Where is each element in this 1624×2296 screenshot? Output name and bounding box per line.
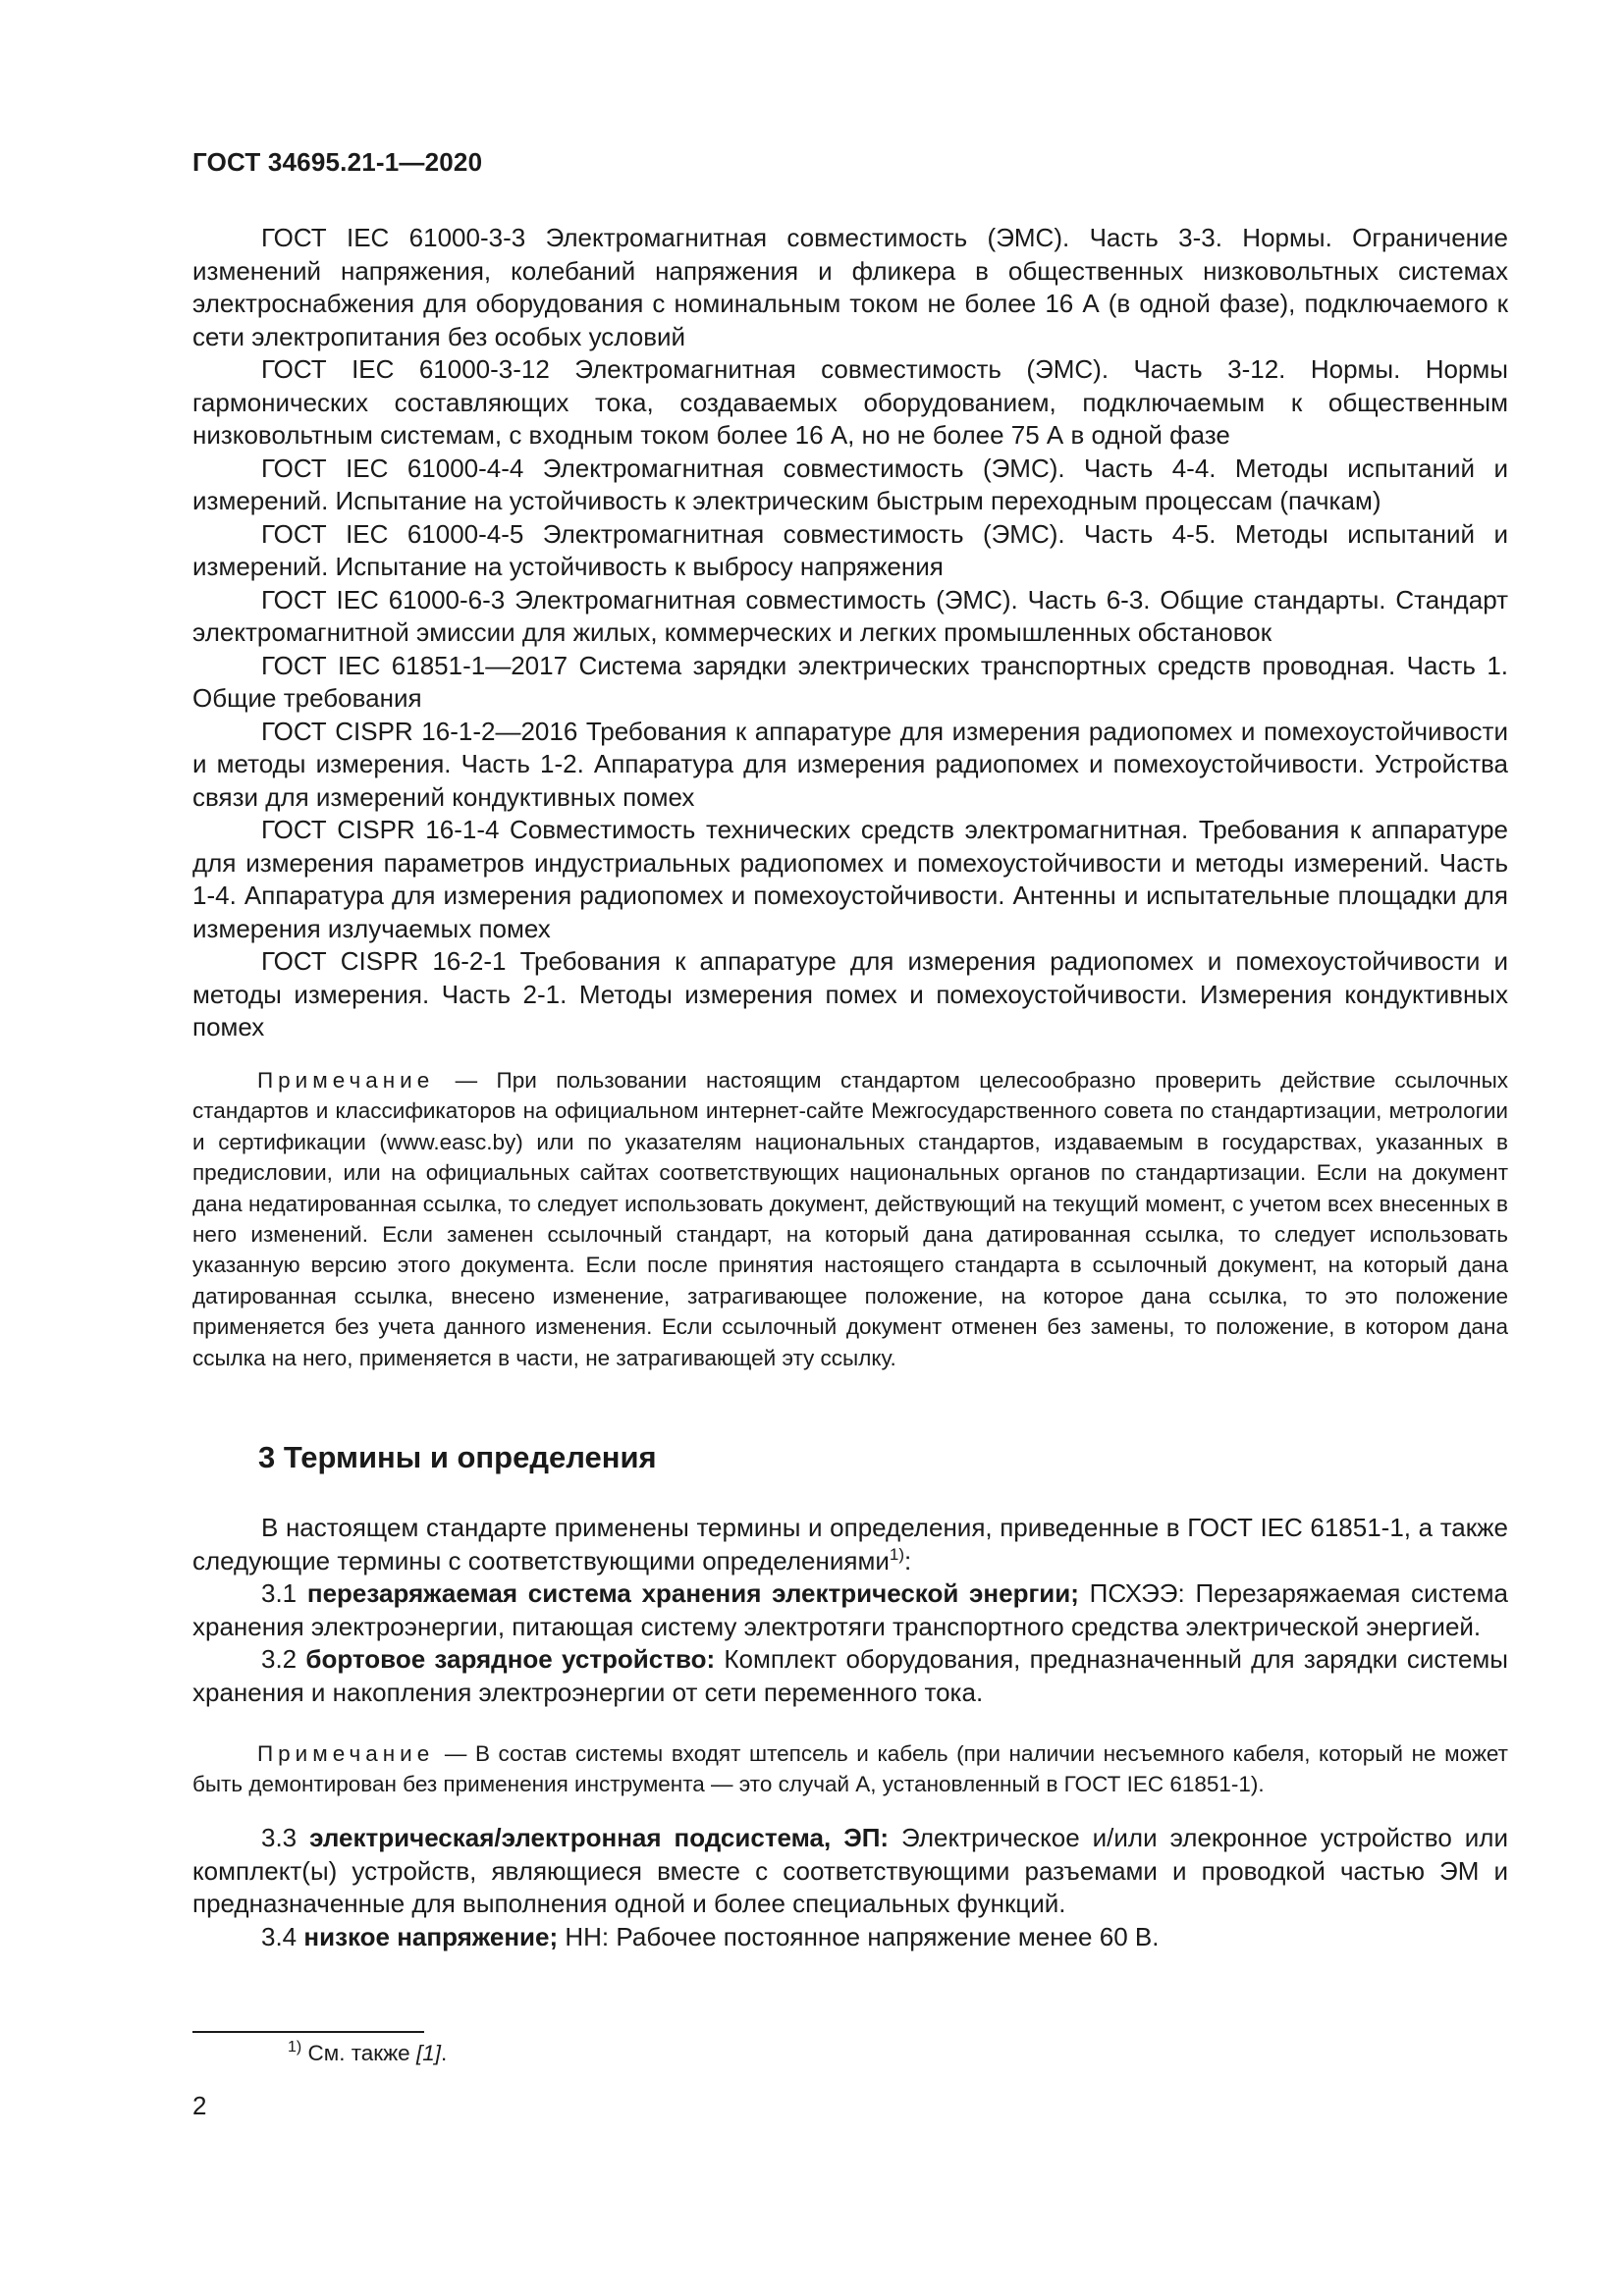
term-number: 3.3 (261, 1823, 310, 1852)
term-text: Комплект оборудования, предназначенный для зарядки системы хранения и накопления электроэнергии от сети переменного тока. (192, 1644, 1508, 1707)
section-body-part2 (192, 1822, 1508, 1953)
term-number: 3.1 (261, 1578, 307, 1608)
footnote (288, 2039, 447, 2068)
intro-end: : (904, 1545, 912, 1575)
reference-item: ГОСТ IEC 61000-4-5 Электромагнитная совместимость (ЭМС). Часть 4-5. Методы испытаний и измерений. Испытание на устойчивость к выбросу напряжения (192, 518, 1508, 581)
footnote-marker: 1) (889, 1544, 904, 1564)
term-definition (192, 1822, 1508, 1921)
term-name: низкое напряжение; (303, 1921, 559, 1951)
footnote-divider (192, 2031, 424, 2033)
page-number: 2 (192, 2091, 207, 2120)
term-definition (192, 1921, 1508, 1954)
footnote-text: См. также (301, 2041, 416, 2065)
references-note (192, 1065, 1508, 1373)
note-label: Примечание (257, 1741, 435, 1766)
intro-text: В настоящем стандарте применены термины и определения, приведенные в ГОСТ IEC 61851-1, а также следующие термины с соответствующими определениями (192, 1513, 1508, 1575)
footnote-reference: [1] (415, 2041, 441, 2065)
term-text: НН: Рабочее постоянное напряжение менее 60 В. (558, 1921, 1160, 1951)
term-note (192, 1738, 1508, 1800)
footnote-number: 1) (288, 2039, 302, 2056)
term-definition (192, 1643, 1508, 1709)
note-text: — В состав системы входят штепсель и кабель (при наличии несъемного кабеля, который не может быть демонтирован без применения инструмента — это случай А, установленный в ГОСТ IEC 61851-1). (192, 1741, 1508, 1797)
term-name: электрическая/электронная подсистема, ЭП: (309, 1823, 890, 1852)
term-number: 3.4 (261, 1921, 304, 1951)
document-header-code: ГОСТ 34695.21-1—2020 (192, 147, 483, 177)
term-text: Электрическое и/или элекронное устройство или комплект(ы) устройств, являющиеся вместе с соответствующими разъемами и проводкой частью ЭМ и предназначенные для выполнения одной и более специальных функций. (192, 1823, 1508, 1918)
reference-item: ГОСТ IEC 61851-1—2017 Система зарядки электрических транспортных средств проводная. Часть 1. Общие требования (192, 650, 1508, 713)
note-label: Примечание (257, 1068, 435, 1093)
reference-item: ГОСТ CISPR 16-2-1 Требования к аппаратуре для измерения радиопомех и помехоустойчивости и методы измерения. Часть 2-1. Методы измерения помех и помехоустойчивости. Измерения кондуктивных помех (192, 946, 1508, 1041)
reference-item: ГОСТ IEC 61000-4-4 Электромагнитная совместимость (ЭМС). Часть 4-4. Методы испытаний и измерений. Испытание на устойчивость к электрическим быстрым переходным процессам (пачкам) (192, 453, 1508, 515)
normative-references-list (192, 222, 1508, 1044)
section-title: 3 Термины и определения (258, 1440, 657, 1474)
footnote-end: . (440, 2041, 448, 2065)
reference-item: ГОСТ IEC 61000-3-3 Электромагнитная совместимость (ЭМС). Часть 3-3. Нормы. Ограничение изменений напряжения, колебаний напряжения и фликера в общественных низковольтных системах электроснабжения для оборудования с номинальным током не более 16 А (в одной фазе), подключаемого к сети электропитания без особых условий (192, 223, 1508, 351)
note-text: — При пользовании настоящим стандартом целесообразно проверить действие ссылочных стандартов и классификаторов на официальном интернет-сайте Межгосударственного совета по стандартизации, метрологии и сертификации (www.easc.by) или по указателям национальных стандартов, издаваемым в государствах, указанных в предисловии, или на официальных сайтах соответствующих национальных органов по стандартизации. Если на документ дана недатированная ссылка, то следует использовать документ, действующий на текущий момент, с учетом всех внесенных в него изменений. Если заменен ссылочный стандарт, на который дана датированная ссылка, то следует использовать указанную версию этого документа. Если после принятия настоящего стандарта в ссылочный документ, на который дана датированная ссылка, внесено изменение, затрагивающее положение, на которое дана ссылка, то это положение применяется без учета данного изменения. Если ссылочный документ отменен без замены, то положение, в котором дана ссылка на него, применяется в части, не затрагивающей эту ссылку. (192, 1068, 1508, 1370)
term-number: 3.2 (261, 1644, 306, 1674)
section-body-part1 (192, 1512, 1508, 1709)
term-name: бортовое зарядное устройство: (305, 1644, 716, 1674)
reference-item: ГОСТ IEC 61000-3-12 Электромагнитная совместимость (ЭМС). Часть 3-12. Нормы. Нормы гармонических составляющих тока, создаваемых оборудованием, подключаемым к общественным низковольтным системам, с входным током более 16 А, но не более 75 А в одной фазе (192, 354, 1508, 450)
reference-item: ГОСТ CISPR 16-1-4 Совместимость технических средств электромагнитная. Требования к аппаратуре для измерения параметров индустриальных радиопомех и помехоустойчивости и методы измерений. Часть 1-4. Аппаратура для измерения радиопомех и помехоустойчивости. Антенны и испытательные площадки для измерения излучаемых помех (192, 815, 1508, 943)
reference-item: ГОСТ IEC 61000-6-3 Электромагнитная совместимость (ЭМС). Часть 6-3. Общие стандарты. Стандарт электромагнитной эмиссии для жилых, коммерческих и легких промышленных обстановок (192, 584, 1508, 647)
term-definition (192, 1577, 1508, 1643)
reference-item: ГОСТ CISPR 16-1-2—2016 Требования к аппаратуре для измерения радиопомех и помехоустойчивости и методы измерения. Часть 1-2. Аппаратура для измерения радиопомех и помехоустойчивости. Устройства связи для измерений кондуктивных помех (192, 716, 1508, 812)
section-intro (192, 1512, 1508, 1577)
term-text: ПСХЭЭ: Перезаряжаемая система хранения электроэнергии, питающая систему электротяги транспортного средства электрической энергией. (192, 1578, 1508, 1641)
term-name: перезаряжаемая система хранения электрической энергии; (306, 1578, 1079, 1608)
